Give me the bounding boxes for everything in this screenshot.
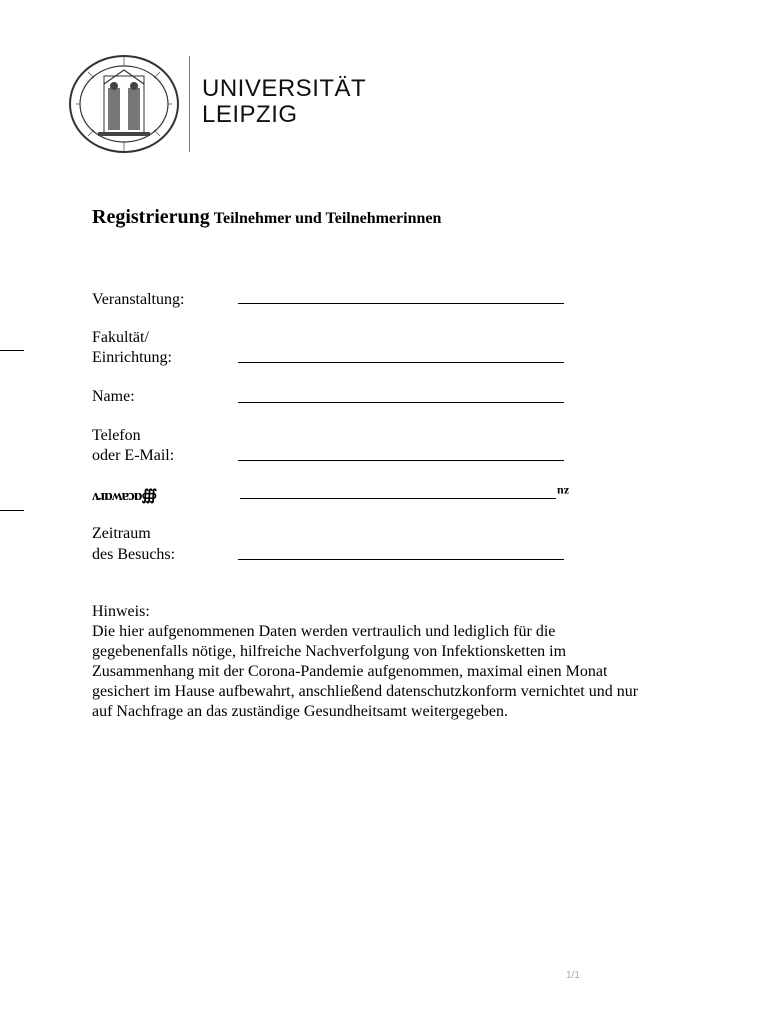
note-heading: Hinweis: [92,603,150,620]
period-label-2: des Besuchs: [92,546,176,563]
garbled-field[interactable] [240,498,556,499]
name-label: Name: [92,388,135,405]
punch-mark [0,510,24,511]
contact-label-2: oder E-Mail: [92,447,175,464]
title-main: Registrierung [92,206,210,228]
event-field[interactable] [238,303,564,304]
page-number: 1/1 [566,970,580,981]
period-field[interactable] [238,559,564,560]
fold-mark [0,350,24,351]
faculty-label-1: Fakultät/ [92,329,149,346]
garbled-suffix: zu [557,485,569,499]
privacy-note [92,602,652,722]
wordmark-line-1: UNIVERSITÄT [202,75,367,102]
logo-divider [189,56,190,152]
contact-field[interactable] [238,460,564,461]
faculty-label-2: Einrichtung: [92,349,172,366]
contact-label-1: Telefon [92,427,141,444]
garbled-label: ʌɹɒʍɐɔɒ∰ [92,488,157,504]
note-body: Die hier aufgenommenen Daten werden vertraulich und lediglich für die gegebenenfalls nötige, hilfreiche Nachverfolgung von Infektionsketten im Zusammenhang mit der Corona-Pandemie aufgenommen, maximal einen Monat gesichert im Hause aufbewahrt, anschließend datenschutzkonform vernichtet und nur auf Nachfrage an das zuständige Gesundheitsamt weitergegeben. [92,623,639,720]
faculty-field[interactable] [238,362,564,363]
name-field[interactable] [238,402,564,403]
period-label-1: Zeitraum [92,525,151,542]
university-seal-icon [68,54,180,154]
event-label: Veranstaltung: [92,291,185,308]
wordmark-line-2: LEIPZIG [202,101,298,128]
title-sub: Teilnehmer und Teilnehmerinnen [213,210,442,227]
page-title [92,206,441,229]
university-wordmark [202,76,366,128]
